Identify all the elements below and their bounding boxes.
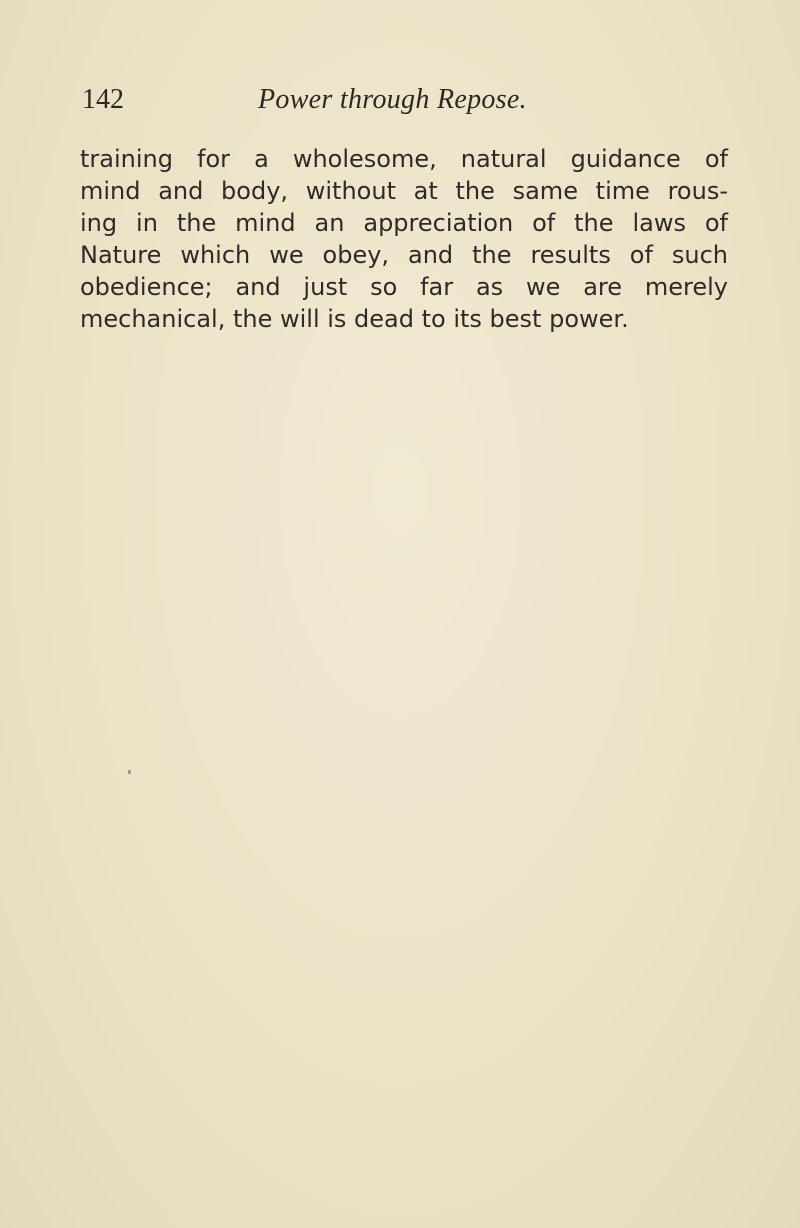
text-line: Nature which we obey, and the results of such bbox=[80, 241, 728, 269]
text-line: mind and body, without at the same time rous- bbox=[80, 177, 728, 205]
running-title: Power through Repose. bbox=[258, 84, 527, 115]
body-paragraph bbox=[80, 143, 728, 335]
text-line: mechanical, the will is dead to its best power. bbox=[80, 305, 629, 333]
running-head bbox=[82, 84, 722, 124]
text-line: training for a wholesome, natural guidance of bbox=[80, 145, 728, 173]
paper-speck bbox=[128, 770, 131, 774]
text-line: obedience; and just so far as we are merely bbox=[80, 273, 728, 301]
text-line: ing in the mind an appreciation of the laws of bbox=[80, 209, 728, 237]
page-number: 142 bbox=[82, 84, 124, 115]
